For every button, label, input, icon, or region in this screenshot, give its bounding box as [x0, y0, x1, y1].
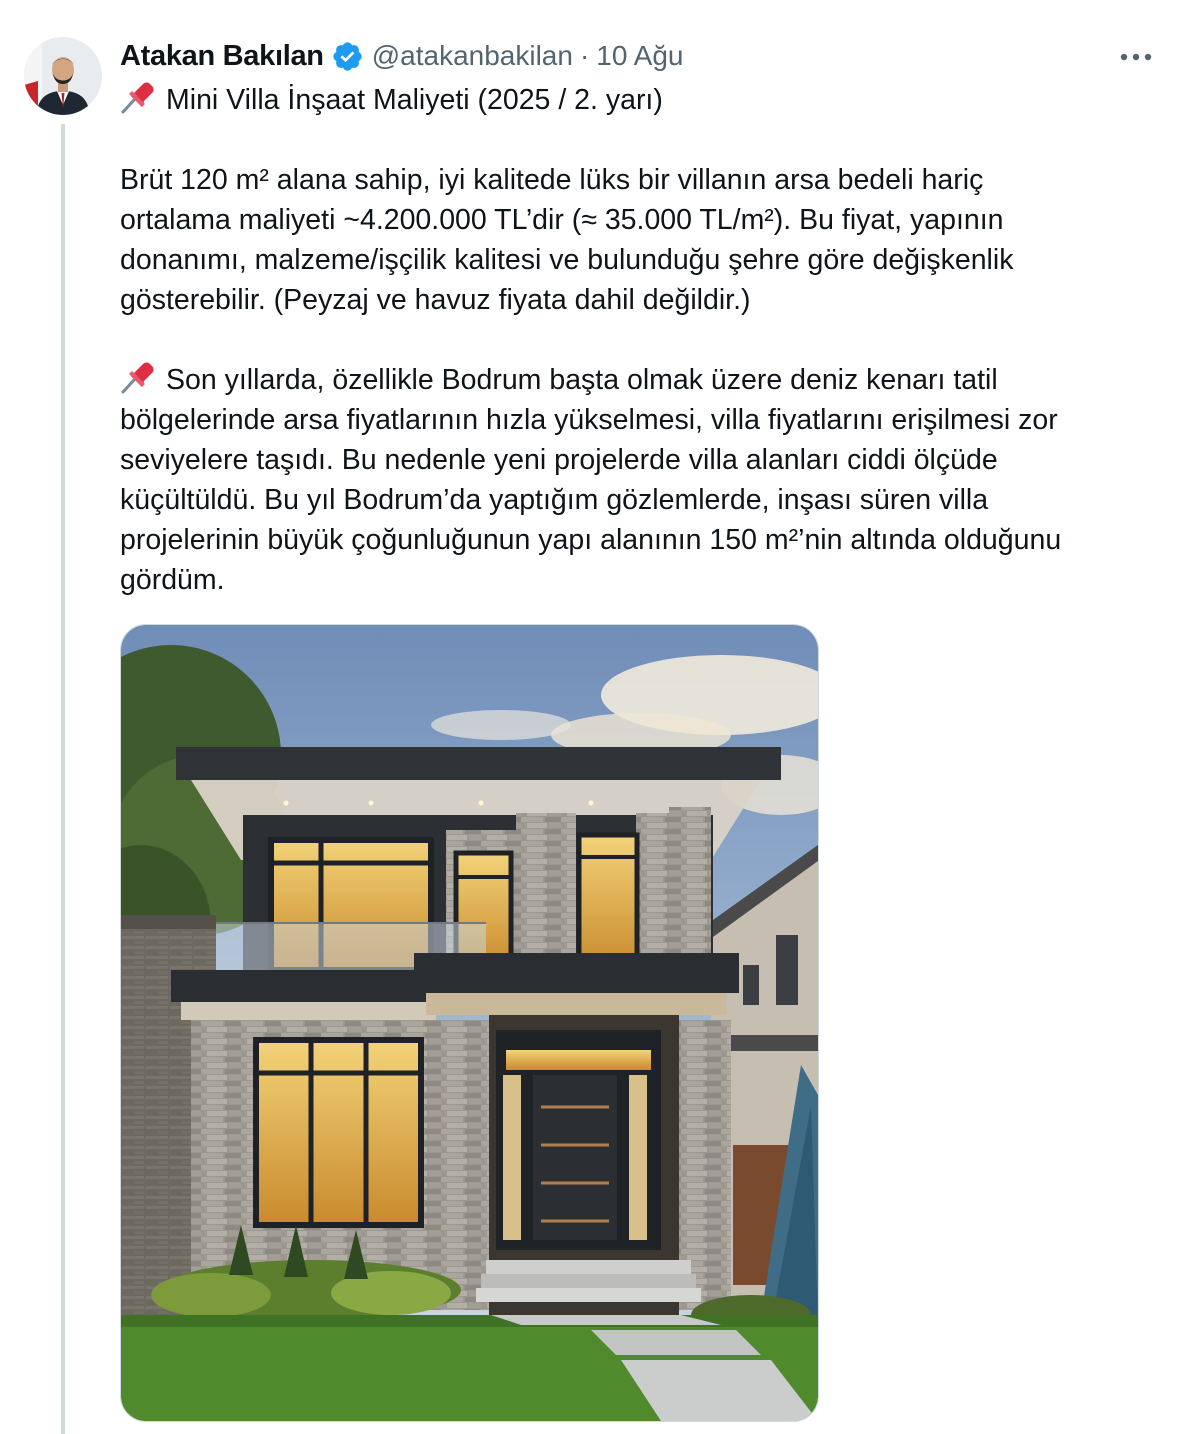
verified-badge-icon[interactable] — [331, 40, 364, 73]
avatar-photo — [24, 37, 102, 115]
paragraph2-line: seviyelere taşıdı. Bu nedenle yeni projelerde villa alanları ciddi ölçüde — [120, 444, 998, 476]
paragraph1-line: gösterebilir. (Peyzaj ve havuz fiyata dahil değildir.) — [120, 284, 751, 316]
tweet-title-line — [120, 80, 1175, 120]
paragraph2-line: gördüm. — [120, 564, 225, 596]
paragraph2-line: Son yıllarda, özellikle Bodrum başta olmak üzere deniz kenarı tatil — [166, 364, 998, 396]
tweet-header — [120, 36, 683, 76]
paragraph1-line: donanımı, malzeme/işçilik kalitesi ve bulunduğu şehre göre değişkenlik — [120, 244, 1014, 276]
tweet-date[interactable]: 10 Ağu — [596, 40, 684, 71]
paragraph2-line: projelerinin büyük çoğunluğunun yapı alanının 150 m²’nin altında olduğunu — [120, 524, 1062, 556]
more-options-icon — [1120, 53, 1152, 61]
author-display-name[interactable]: Atakan Bakılan — [120, 39, 324, 72]
tweet-title: Mini Villa İnşaat Maliyeti (2025 / 2. yarı) — [166, 84, 663, 116]
tweet-media-image[interactable] — [120, 624, 819, 1422]
pushpin-icon — [120, 360, 156, 394]
author-handle[interactable]: @atakanbakilan — [371, 40, 573, 71]
paragraph1-line: Brüt 120 m² alana sahip, iyi kalitede lüks bir villanın arsa bedeli hariç — [120, 164, 984, 196]
paragraph1-line: ortalama maliyeti ~4.200.000 TL’dir (≈ 35.000 TL/m²). Bu fiyat, yapının — [120, 204, 1004, 236]
pushpin-icon — [120, 80, 156, 114]
blank-line — [120, 120, 1175, 160]
blank-line — [120, 320, 1175, 360]
more-options-button[interactable] — [1114, 40, 1158, 74]
paragraph2-line: küçültüldü. Bu yıl Bodrum’da yaptığım gözlemlerde, inşası süren villa — [120, 484, 989, 516]
paragraph2-line: bölgelerinde arsa fiyatlarının hızla yükselmesi, villa fiyatlarını erişilmesi zor — [120, 404, 1058, 436]
villa-photo — [121, 625, 818, 1421]
paragraph2-first-line — [120, 360, 1175, 400]
thread-line — [61, 124, 65, 1434]
tweet-text — [120, 80, 1175, 600]
header-separator: · — [579, 40, 590, 71]
avatar[interactable] — [24, 37, 102, 115]
